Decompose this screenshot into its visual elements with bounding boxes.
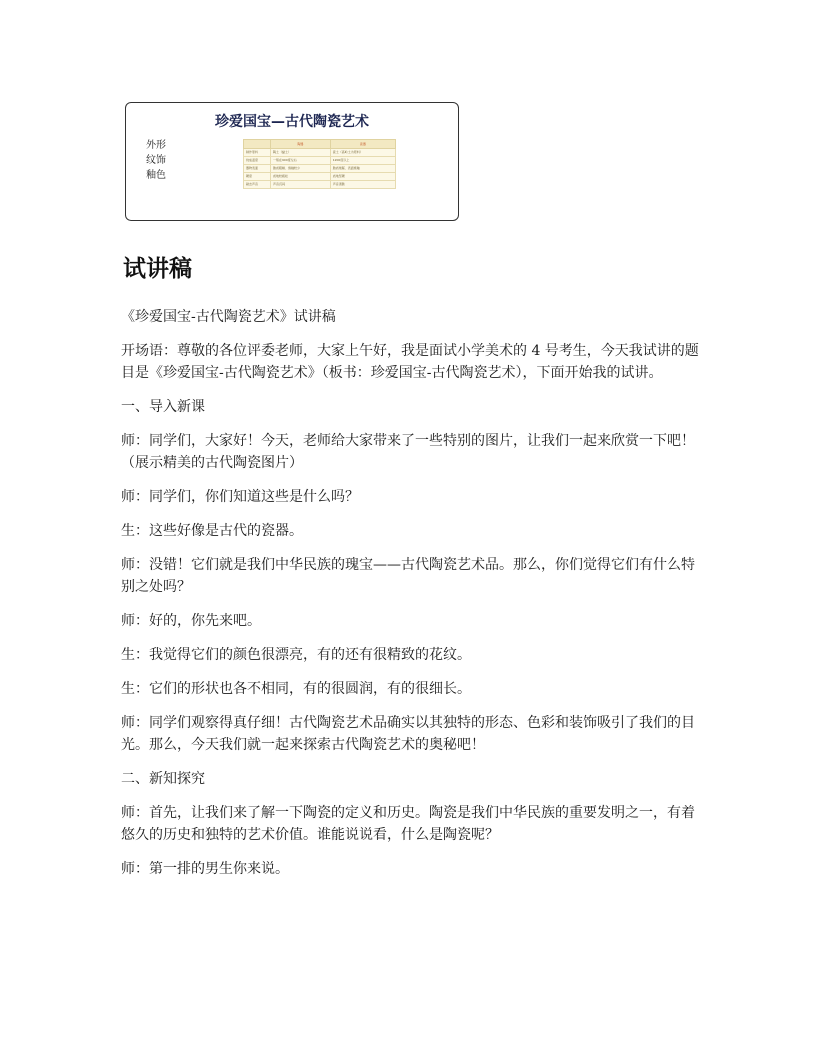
board-item-pattern: 纹饰 — [146, 155, 166, 166]
document-body — [121, 306, 701, 892]
table-cell: 硬度 — [244, 173, 271, 181]
dialogue-paragraph: 生：我觉得它们的颜色很漂亮，有的还有很精致的花纹。 — [121, 647, 471, 663]
board-keyword-list — [146, 138, 166, 183]
table-row — [244, 149, 396, 157]
table-cell: 一般在900度左右 — [271, 157, 331, 165]
dialogue-paragraph: 生：这些好像是古代的瓷器。 — [121, 523, 303, 539]
table-cell: 胎质细腻、表面施釉 — [330, 165, 395, 173]
dialogue-paragraph: 师：首先，让我们来了解一下陶瓷的定义和历史。陶瓷是我们中华民族的重要发明之一，有着悠久的历史和独特的艺术价值。谁能说说看，什么是陶瓷呢？ — [121, 805, 695, 843]
table-row — [244, 173, 396, 181]
table-cell: 烧成温度 — [244, 157, 271, 165]
table-cell: 质地较疏松 — [271, 173, 331, 181]
dialogue-paragraph: 师：第一排的男生你来说。 — [121, 861, 289, 877]
table-header-porcelain: 瓷器 — [330, 140, 395, 149]
table-row — [244, 165, 396, 173]
table-cell: 制作原料 — [244, 149, 271, 157]
table-cell: 胎质粗糙、施釉较少 — [271, 165, 331, 173]
lesson-title-paragraph: 《珍爱国宝-古代陶瓷艺术》试讲稿 — [121, 309, 336, 325]
table-cell: 敲击声音 — [244, 181, 271, 189]
table-cell: 1200度以上 — [330, 157, 395, 165]
table-header-row — [244, 140, 396, 149]
dialogue-paragraph: 师：没错！它们就是我们中华民族的瑰宝——古代陶瓷艺术品。那么，你们觉得它们有什么特别之处吗？ — [121, 557, 695, 595]
comparison-table — [243, 139, 396, 189]
table-cell: 陶土（黏土） — [271, 149, 331, 157]
table-header-pottery: 陶器 — [271, 140, 331, 149]
dialogue-paragraph: 师：同学们，大家好！今天，老师给大家带来了一些特别的图片，让我们一起来欣赏一下吧！（展示精美的古代陶瓷图片） — [121, 433, 695, 471]
table-cell: 声音清脆 — [330, 181, 395, 189]
table-cell: 瓷土（高岭土为原料） — [330, 149, 395, 157]
board-item-glaze: 釉色 — [146, 170, 166, 181]
section-heading: 二、新知探究 — [121, 771, 205, 787]
dialogue-paragraph: 师：同学们，你们知道这些是什么吗？ — [121, 489, 359, 505]
board-item-shape: 外形 — [146, 140, 166, 151]
blackboard-figure — [125, 102, 459, 221]
board-title: 珍爱国宝—古代陶瓷艺术 — [215, 114, 369, 130]
document-title: 试讲稿 — [123, 256, 192, 282]
opening-paragraph: 开场语：尊敬的各位评委老师，大家上午好，我是面试小学美术的 4 号考生，今天我试讲的题目是《珍爱国宝-古代陶瓷艺术》（板书：珍爱国宝-古代陶瓷艺术），下面开始我的试讲。 — [121, 343, 699, 381]
table-cell: 声音沉闷 — [271, 181, 331, 189]
table-header-blank — [244, 140, 271, 149]
table-row — [244, 157, 396, 165]
table-cell: 器物表面 — [244, 165, 271, 173]
dialogue-paragraph: 生：它们的形状也各不相同，有的很圆润，有的很细长。 — [121, 681, 471, 697]
dialogue-paragraph: 师：同学们观察得真仔细！古代陶瓷艺术品确实以其独特的形态、色彩和装饰吸引了我们的目光。那么，今天我们就一起来探索古代陶瓷艺术的奥秘吧！ — [121, 715, 695, 753]
section-heading: 一、导入新课 — [121, 399, 205, 415]
table-cell: 质地坚硬 — [330, 173, 395, 181]
dialogue-paragraph: 师：好的，你先来吧。 — [121, 613, 261, 629]
table-row — [244, 181, 396, 189]
